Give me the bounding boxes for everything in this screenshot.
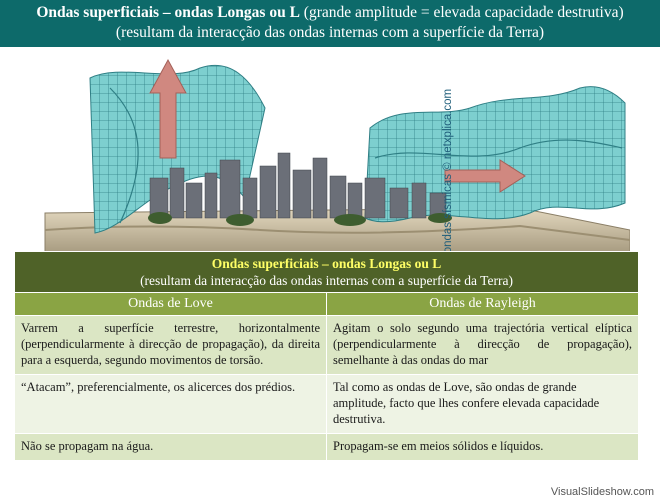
table-title: Ondas superficiais – ondas Longas ou L — [211, 256, 442, 271]
slide-subtitle: (resultam da interacção das ondas internas com a superfície da Terra) — [115, 24, 545, 41]
table-row — [15, 434, 639, 461]
table-cell: Varrem a superfície terrestre, horizontalmente (perpendicularmente à direcção de propagação), da direita para a esquerda, segundo movimentos de torsão. — [15, 316, 327, 375]
table-cell: Propagam-se em meios sólidos e líquidos. — [327, 434, 639, 461]
table-row — [15, 316, 639, 375]
table-title-cell — [15, 252, 639, 293]
table-title-row — [15, 252, 639, 293]
slide-title — [0, 3, 660, 23]
table-cell: Não se propagam na água. — [15, 434, 327, 461]
table-cell: “Atacam”, preferencialmente, os alicerces dos prédios. — [15, 375, 327, 434]
column-header-love: Ondas de Love — [15, 293, 327, 316]
slide-header — [0, 0, 660, 47]
table-header-row — [15, 293, 639, 316]
slide-title-bold: Ondas superficiais – ondas Longas ou L — [36, 4, 300, 21]
footer-credit: VisualSlideshow.com — [550, 486, 654, 498]
table-subtitle: (resultam da interacção das ondas internas com a superfície da Terra) — [140, 273, 513, 288]
table-cell: Tal como as ondas de Love, são ondas de grande amplitude, facto que lhes confere elevada capacidade destrutiva. — [327, 375, 639, 434]
slide-title-rest: (grande amplitude = elevada capacidade destrutiva) — [299, 4, 624, 21]
table-cell: Agitam o solo segundo uma trajectória vertical elíptica (perpendicularmente à direcção de propagação), semelhante à das ondas do mar — [327, 316, 639, 375]
surface-waves-illustration — [0, 48, 630, 253]
table-row — [15, 375, 639, 434]
column-header-rayleigh: Ondas de Rayleigh — [327, 293, 639, 316]
waves-table — [14, 251, 639, 461]
